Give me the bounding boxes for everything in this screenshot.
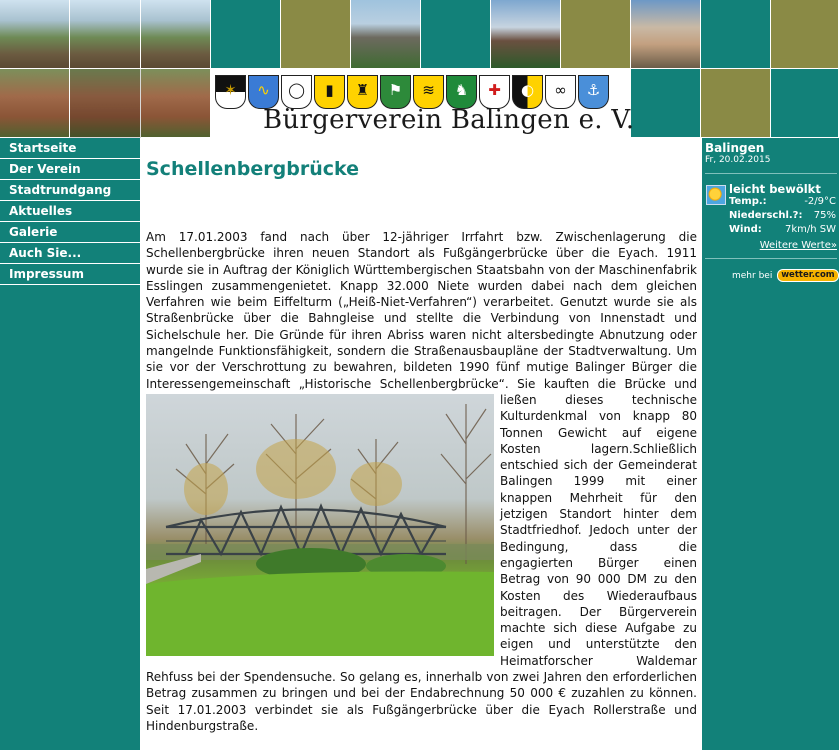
coat-of-arms-icon: ▮ — [314, 75, 345, 109]
coat-of-arms-icon: ✶ — [215, 75, 246, 109]
weather-more-link[interactable]: Weitere Werte» — [759, 240, 837, 251]
coat-of-arms-icon: ✚ — [479, 75, 510, 109]
main-navigation — [0, 138, 141, 750]
site-logo[interactable] — [211, 69, 635, 138]
weather-value: -2/9°C — [804, 196, 836, 207]
weather-condition: leicht bewölkt — [729, 182, 821, 196]
coats-of-arms-row — [215, 75, 609, 109]
header-tile — [631, 69, 701, 138]
weather-label: Wind: — [729, 224, 762, 235]
weather-value: 75% — [813, 210, 836, 221]
weather-row-temperature — [729, 195, 836, 209]
weather-provider — [732, 269, 839, 282]
site-logo-text: Bürgerverein Balingen e. V. — [263, 105, 635, 135]
weather-city: Balingen — [705, 141, 765, 155]
weather-widget — [702, 138, 839, 750]
weather-label: Niederschl.?: — [729, 210, 803, 221]
weather-divider — [705, 173, 837, 174]
weather-row-precipitation — [729, 209, 836, 223]
header-photo-roofs-2 — [70, 69, 141, 138]
coat-of-arms-icon: ∞ — [545, 75, 576, 109]
header-photo-town-1 — [0, 0, 70, 69]
wetter-com-logo[interactable]: wetter.com — [777, 269, 838, 282]
nav-item-aktuelles[interactable]: Aktuelles — [0, 201, 140, 222]
nav-item-galerie[interactable]: Galerie — [0, 222, 140, 243]
weather-row-wind — [729, 223, 836, 237]
header-tile — [561, 0, 631, 69]
coat-of-arms-icon: ⚓ — [578, 75, 609, 109]
coat-of-arms-icon: ∿ — [248, 75, 279, 109]
header-tile — [771, 69, 839, 138]
header-tile — [421, 0, 491, 69]
coat-of-arms-icon: ≋ — [413, 75, 444, 109]
header-tile — [701, 0, 771, 69]
nav-item-auch-sie[interactable]: Auch Sie... — [0, 243, 140, 264]
page-title: Schellenbergbrücke — [146, 158, 360, 180]
header-photo-church — [491, 0, 561, 69]
header-tile — [211, 0, 281, 69]
coat-of-arms-icon: ♞ — [446, 75, 477, 109]
header-tile — [701, 69, 771, 138]
header-photo-town-2 — [70, 0, 141, 69]
header-photo-town-3 — [141, 0, 211, 69]
coat-of-arms-icon: ⚑ — [380, 75, 411, 109]
weather-value: 7km/h SW — [784, 224, 836, 235]
main-content — [141, 138, 702, 750]
header-tile — [771, 0, 839, 69]
article-paragraph-intro: Am 17.01.2003 fand nach über 12-jähriger Irrfahrt bzw. Zwischenlagerung die Schellenbergbrücke ihren neuen Standort als Fußgängerbrücke über die Eyach. 1911 wurde sie in Auftrag der Königlich Württembergischen Staatsbahn von der Maschinenfabrik Esslingen zusammengenietet. Knapp 32.000 Niete wurden dabei nach dem gleichen Verfahren wie beim Eiffelturm („Heiß-Niet-Verfahren“) verarbeitet. Genutzt wurde sie als Straßenbrücke über die Bahngleise und stellte die Verbindung von Innenstadt und Sichelschule her. Die Gründe für ihren Abriss waren nicht altersbedingte Abnutzung oder mangelnde Funktionsfähigkeit, sondern die Straßenausbaupläne der Stadtverwaltung. Um sie vor der Verschrottung zu bewahren, bildeten 1990 fünf mutige Balinger Bürger die Interessengemeinschaft „Historische Schellenbergbrücke“. Sie kauften die Brücke und ließen dieses — [146, 230, 697, 407]
article-paragraph-history: technische Kulturdenkmal von knapp 80 Tonnen Gewicht auf eigene Kosten lagern.Schließlich entschied sich der Gemeinderat Balingen 1999 mit einer knappen Mehrheit für den jetzigen Standort hinter dem Stadtfriedhof. Jedoch unter der Bedingung, dass die engagierten Bürger einen Betrag von 90 000 DM zu den Kosten des Wiederaufbaus beitragen. Der Bürgerverein machte sich diese Aufgabe zu eigen und unterstützte den Heimatforscher Waldemar Rehfuss bei der Spendensuche. So gelang es, innerhalb von zwei Jahren den erforderlichen Betrag zusammen zu bringen und bei der Endabrechnung 50 000 € zuzahlen zu können. Seit 17.01.2003 verbindet sie als Fußgängerbrücke über die Eyach Rollerstraße und Hindenburgstraße. — [146, 392, 697, 733]
nav-item-stadtrundgang[interactable]: Stadtrundgang — [0, 180, 140, 201]
site-header — [0, 0, 839, 138]
nav-item-startseite[interactable]: Startseite — [0, 138, 140, 159]
coat-of-arms-icon: ♜ — [347, 75, 378, 109]
partly-cloudy-icon — [706, 185, 726, 205]
header-photo-roofs-1 — [0, 69, 70, 138]
header-photo-roofs-3 — [141, 69, 211, 138]
header-photo-tower — [631, 0, 701, 69]
nav-item-impressum[interactable]: Impressum — [0, 264, 140, 285]
bridge-illustration — [146, 394, 494, 656]
weather-label: Temp.: — [729, 196, 767, 207]
bridge-photo — [146, 394, 494, 656]
coat-of-arms-icon: ◐ — [512, 75, 543, 109]
header-tile — [281, 0, 351, 69]
weather-provider-prefix: mehr bei — [732, 271, 773, 281]
article-text — [146, 229, 697, 734]
header-photo-fountain — [351, 0, 421, 69]
coat-of-arms-icon: ◯ — [281, 75, 312, 109]
weather-date: Fr, 20.02.2015 — [705, 155, 771, 165]
weather-divider — [705, 258, 837, 259]
nav-item-der-verein[interactable]: Der Verein — [0, 159, 140, 180]
